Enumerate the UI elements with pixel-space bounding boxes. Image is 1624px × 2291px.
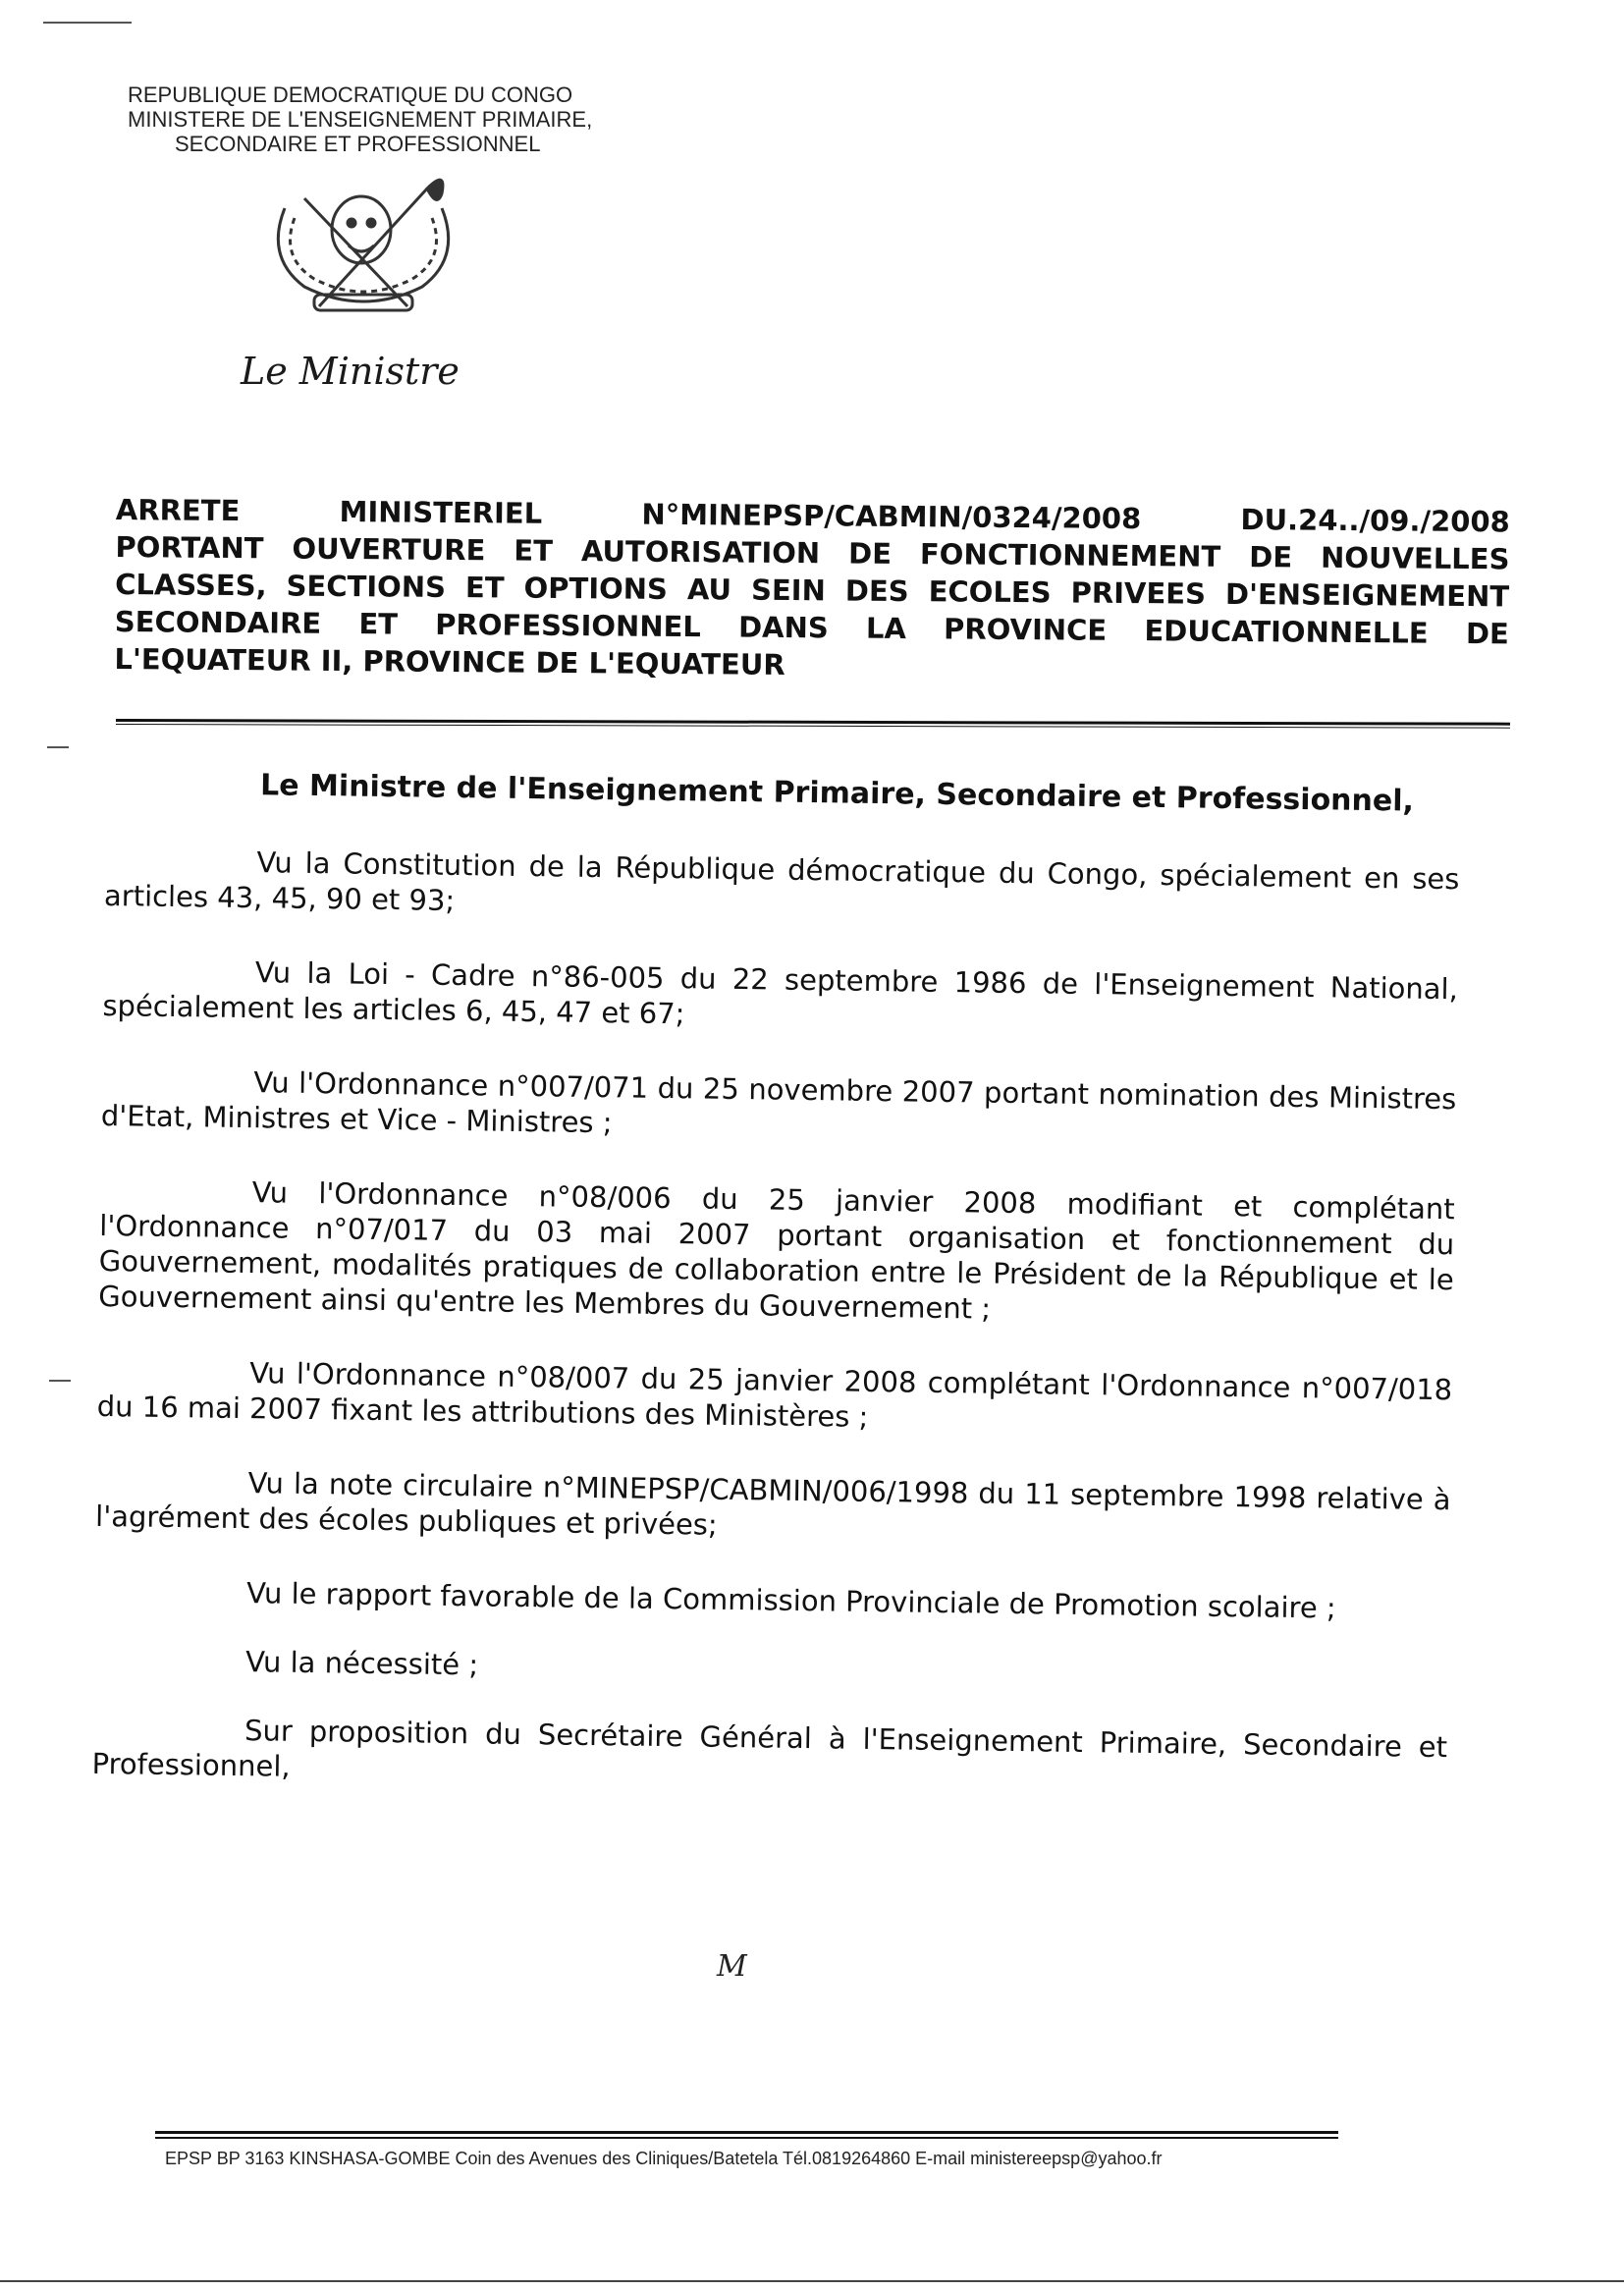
considerant-paragraph: Vu l'Ordonnance n°08/007 du 25 janvier 2008 complétant l'Ordonnance n°007/018 du 16 mai 2007 fixant les attributions des Ministères ; xyxy=(96,1356,1453,1434)
title-divider xyxy=(116,719,1510,729)
paraph-initials: M xyxy=(717,1949,747,1984)
letterhead xyxy=(128,82,677,156)
decree-date: DU.24../09./2008 xyxy=(1240,502,1510,539)
title-word-ministeriel: MINISTERIEL xyxy=(339,494,543,530)
considerant-paragraph: Vu l'Ordonnance n°08/006 du 25 janvier 2008 modifiant et complétant l'Ordonnance n°07/017 du 03 mai 2007 portant organisation et fonctionnement du Gouvernement, modalités pratiques de collaboration entre le Président de la République et le Gouvernement ainsi qu'entre les Membres du Gouvernement ; xyxy=(98,1175,1455,1326)
letterhead-ministry: MINISTERE DE L'ENSEIGNEMENT PRIMAIRE, xyxy=(128,107,593,132)
page-bottom-edge xyxy=(0,2280,1624,2282)
coat-of-arms-icon xyxy=(245,169,481,330)
decree-number: N°MINEPSP/CABMIN/0324/2008 xyxy=(641,497,1142,536)
title-word-arrete: ARRETE xyxy=(115,492,241,528)
considerant-paragraph: Vu la nécessité ; xyxy=(244,1645,479,1682)
body-lead: Le Ministre de l'Enseignement Primaire, Secondaire et Professionnel, xyxy=(259,768,1415,819)
decree-body xyxy=(91,756,1461,1839)
footer-divider xyxy=(155,2131,1338,2139)
decree-subject: PORTANT OUVERTURE ET AUTORISATION DE FONCTIONNEMENT DE NOUVELLES CLASSES, SECTIONS ET OPTIONS AU SEIN DES ECOLES PRIVEES D'ENSEIGNEMENT SECONDAIRE ET PROFESSIONNEL DANS LA PROVINCE EDUCATIONNELLE DE L'EQUATEUR II, PROVINCE DE L'EQUATEUR xyxy=(114,529,1510,682)
considerant-paragraph: Vu la Constitution de la République démocratique du Congo, spécialement en ses articles 43, 45, 90 et 93; xyxy=(103,845,1460,917)
considerant-paragraph: Vu le rapport favorable de la Commission Provinciale de Promotion scolaire ; xyxy=(245,1576,1336,1625)
minister-title: Le Ministre xyxy=(241,350,460,393)
letterhead-country: REPUBLIQUE DEMOCRATIQUE DU CONGO xyxy=(128,82,573,107)
considerant-paragraph: Vu la note circulaire n°MINEPSP/CABMIN/006/1998 du 11 septembre 1998 relative à l'agrément des écoles publiques et privées; xyxy=(94,1466,1451,1542)
decree-title xyxy=(114,491,1510,689)
scan-speck xyxy=(43,22,132,24)
considerant-paragraph: Sur proposition du Secrétaire Général à l'Enseignement Primaire, Secondaire et Professionnel, xyxy=(91,1714,1448,1783)
considerant-paragraph: Vu la Loi - Cadre n°86-005 du 22 septembre 1986 de l'Enseignement National, spécialement les articles 6, 45, 47 et 67; xyxy=(102,955,1459,1031)
scan-speck xyxy=(47,746,69,748)
scan-speck xyxy=(49,1380,71,1382)
footer-address: EPSP BP 3163 KINSHASA-GOMBE Coin des Avenues des Cliniques/Batetela Tél.0819264860 E-mail ministereepsp@yahoo.fr xyxy=(165,2149,1163,2168)
letterhead-ministry-cont: SECONDAIRE ET PROFESSIONNEL xyxy=(175,132,541,156)
considerant-paragraph: Vu l'Ordonnance n°007/071 du 25 novembre 2007 portant nomination des Ministres d'Etat, Ministres et Vice - Ministres ; xyxy=(100,1065,1457,1140)
